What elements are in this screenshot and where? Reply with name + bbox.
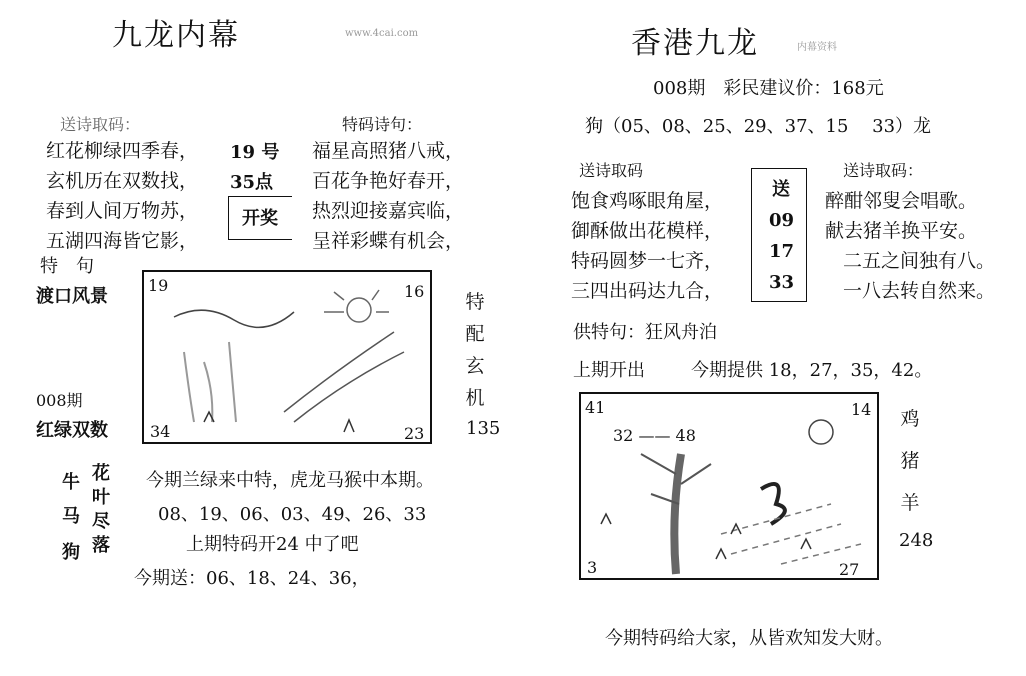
send-box-column bbox=[769, 174, 793, 298]
side-char: 羊 bbox=[900, 492, 920, 514]
left-drawing-frame bbox=[142, 270, 432, 444]
right-corner-tr: 14 bbox=[851, 400, 872, 419]
left-side-vertical bbox=[464, 286, 486, 414]
flower-char: 尽 bbox=[92, 511, 110, 532]
this-period: 今期提供 18，27，35，42。 bbox=[691, 360, 933, 381]
poem-line: 红花柳绿四季春， bbox=[46, 140, 199, 162]
left-line4: 今期送：06、18、24、36， bbox=[134, 568, 370, 589]
side-char: 猪 bbox=[900, 450, 920, 472]
left-line1: 今期兰绿来中特，虎龙马猴中本期。 bbox=[146, 470, 434, 491]
poem-line: 三四出码达九合， bbox=[571, 280, 724, 302]
poem-lines bbox=[46, 136, 198, 256]
poem-line: 五湖四海皆它影， bbox=[46, 230, 199, 252]
right-side-vertical bbox=[899, 398, 921, 524]
code-label-19: 19 号 bbox=[230, 142, 280, 163]
right-poem-right bbox=[825, 186, 995, 306]
side-char: 机 bbox=[465, 387, 485, 409]
issue-label: 008期 bbox=[36, 391, 83, 410]
tema-line: 百花争艳好春开， bbox=[312, 170, 465, 192]
drawing-text: 32 —— 48 bbox=[613, 426, 696, 445]
left-faint-subtitle: www.4cai.com bbox=[345, 28, 419, 39]
poem-line: 献去猪羊换平安。 bbox=[825, 220, 978, 242]
right-panel bbox=[513, 0, 1026, 676]
left-corner-bl: 34 bbox=[150, 422, 171, 441]
flower-char: 落 bbox=[92, 535, 110, 556]
poem-line: 一八去转自然来。 bbox=[843, 280, 996, 302]
tema-line: 福星高照猪八戒， bbox=[312, 140, 465, 162]
right-poem-header-left: 送诗取码 bbox=[579, 161, 644, 180]
left-line3: 上期特码开24 中了吧 bbox=[186, 534, 359, 555]
supply-line: 供特句：狂风舟泊 bbox=[573, 322, 717, 343]
right-title: 香港九龙 bbox=[631, 26, 759, 61]
animal-horse: 马 bbox=[62, 506, 80, 527]
send-char: 送 bbox=[772, 179, 790, 200]
right-poem-left bbox=[571, 186, 723, 306]
right-corner-bl: 3 bbox=[587, 558, 598, 577]
right-corner-tl: 41 bbox=[585, 398, 606, 417]
issue-hint: 红绿双数 bbox=[36, 420, 108, 441]
right-drawing-frame bbox=[579, 392, 879, 580]
send-number: 33 bbox=[769, 272, 795, 293]
send-number: 09 bbox=[769, 210, 795, 231]
right-corner-br: 27 bbox=[839, 560, 860, 579]
right-sketch-drawing bbox=[581, 394, 881, 582]
issue-price: 008期 彩民建议价：168元 bbox=[653, 78, 884, 99]
code-label-35: 35点 bbox=[230, 172, 274, 193]
poem-header: 送诗取码： bbox=[60, 115, 141, 134]
poem-line: 醉酣邻叟会唱歌。 bbox=[825, 190, 978, 212]
left-sketch-drawing bbox=[144, 272, 434, 446]
poem-line: 玄机历在双数找， bbox=[46, 170, 199, 192]
poem-line: 御酥做出花模样， bbox=[571, 220, 724, 242]
poem-line: 饱食鸡啄眼角屋， bbox=[571, 190, 724, 212]
poem-line: 二五之间独有八。 bbox=[843, 250, 996, 272]
right-footer: 今期特码给大家，从皆欢知发大财。 bbox=[605, 628, 893, 649]
send-number: 17 bbox=[769, 241, 795, 262]
te-ju-label: 特 句 bbox=[40, 256, 94, 277]
flower-char: 花 bbox=[92, 463, 110, 484]
poem-line: 春到人间万物苏， bbox=[46, 200, 199, 222]
side-char: 配 bbox=[465, 323, 485, 345]
tema-line: 热烈迎接嘉宾临， bbox=[312, 200, 465, 222]
right-poem-header-right: 送诗取码： bbox=[843, 161, 924, 180]
left-corner-tl: 19 bbox=[148, 276, 169, 295]
animal-dog: 狗 bbox=[62, 542, 80, 563]
side-char: 特 bbox=[465, 291, 485, 313]
tema-lines bbox=[312, 136, 464, 256]
left-title: 九龙内幕 bbox=[112, 18, 240, 53]
last-period: 上期开出 bbox=[573, 360, 645, 381]
tema-header: 特码诗句： bbox=[342, 115, 423, 134]
side-char: 玄 bbox=[465, 355, 485, 377]
right-side-number: 248 bbox=[899, 530, 934, 551]
left-side-number: 135 bbox=[466, 418, 501, 439]
animal-ox: 牛 bbox=[62, 472, 80, 493]
left-corner-tr: 16 bbox=[404, 282, 425, 301]
flower-column bbox=[92, 462, 110, 558]
left-corner-br: 23 bbox=[404, 424, 425, 443]
side-char: 鸡 bbox=[900, 408, 920, 430]
tema-line: 呈祥彩蝶有机会， bbox=[312, 230, 465, 252]
dog-line: 狗（05、08、25、29、37、15 33）龙 bbox=[585, 116, 932, 137]
code-label-kaijiang: 开奖 bbox=[242, 208, 278, 229]
poem-line: 特码圆梦一七齐， bbox=[571, 250, 724, 272]
flower-char: 叶 bbox=[92, 487, 110, 508]
right-faint-subtitle: 内幕资料 bbox=[797, 42, 837, 53]
scene-label: 渡口风景 bbox=[36, 286, 108, 307]
left-line2: 08、19、06、03、49、26、33 bbox=[158, 504, 427, 525]
